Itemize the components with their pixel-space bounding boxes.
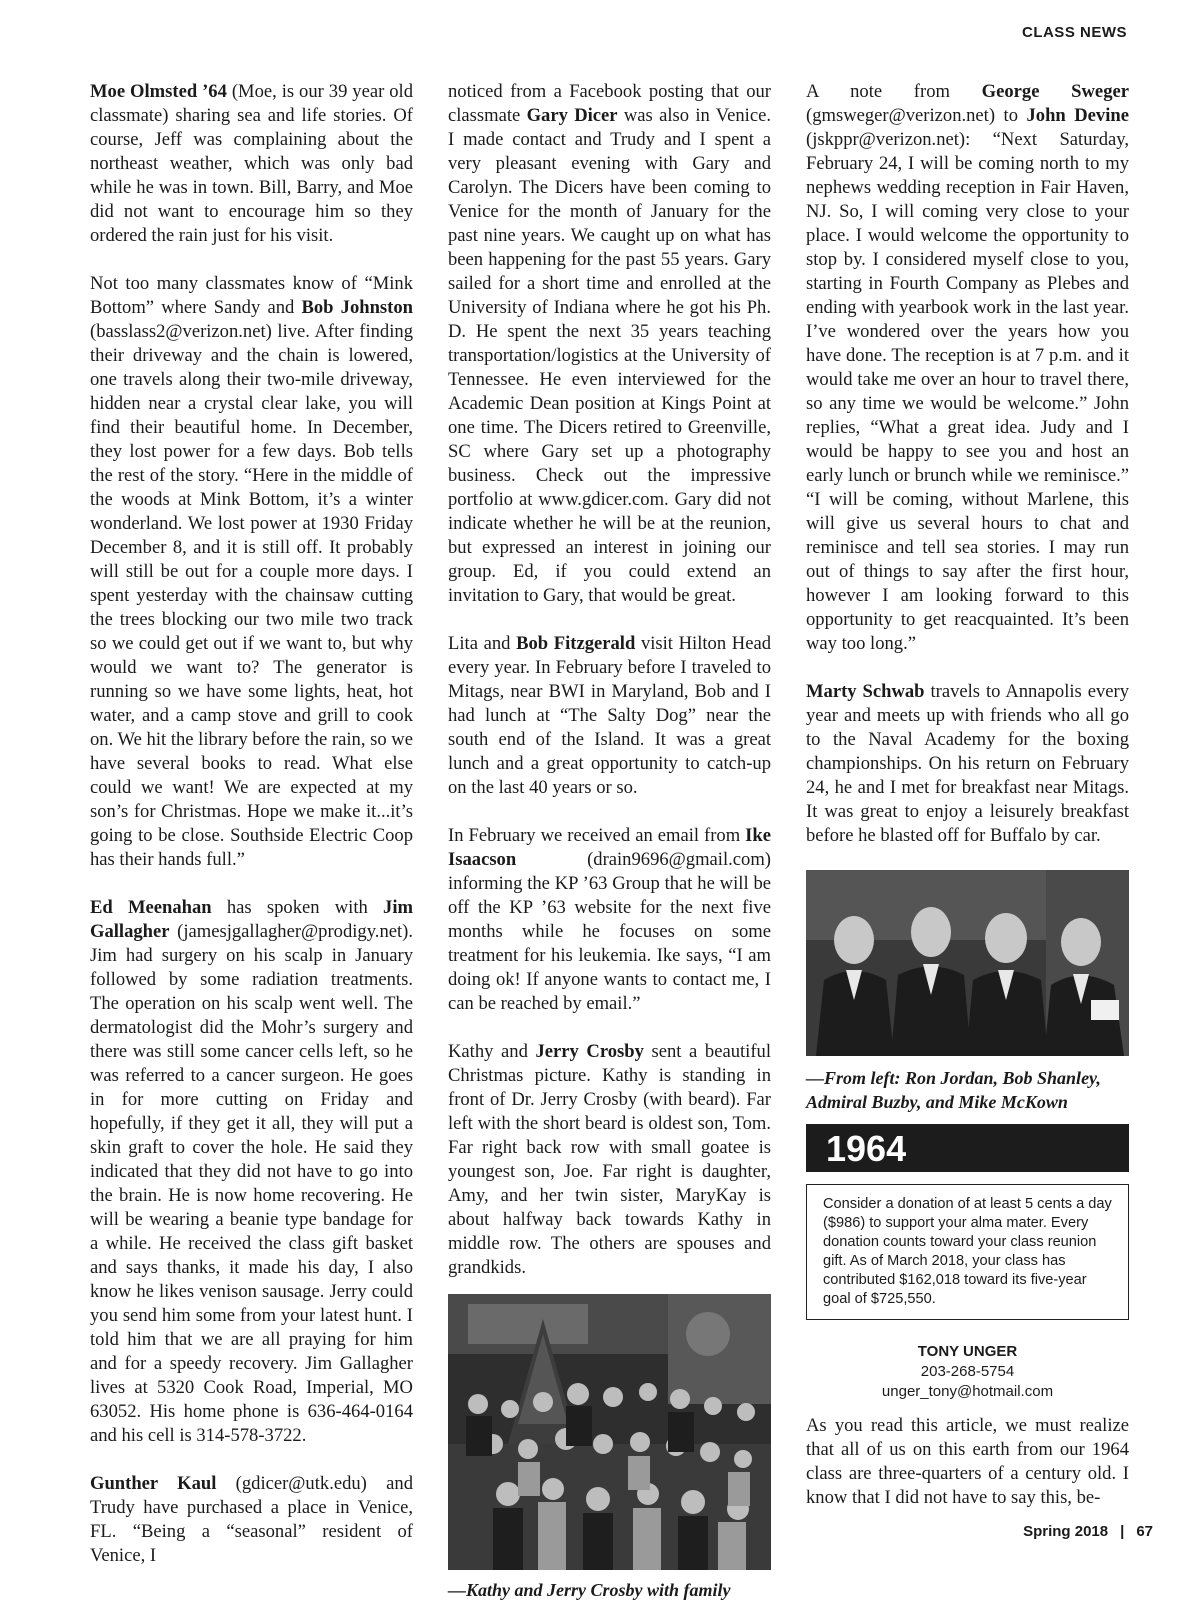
donation-text: Consider a donation of at least 5 cents a day ($986) to support your alma mater. Every donation counts toward your class reunion gift. As of March 2018, your class has contributed $162,018 toward its five-year goal of $725,550. <box>823 1196 1112 1307</box>
issue-label: Spring 2018 <box>1023 1523 1109 1540</box>
name-marty-schwab: Marty Schwab <box>806 681 925 702</box>
paragraph-marty-schwab: Marty Schwab travels to Annapolis every year and meets up with friends who all go to the Naval Academy for the boxing championships. On his return on February 24, he and I met for breakfast near Mitags. It was great to enjoy a leisurely breakfast before he blasted off for Buffalo by car. <box>806 681 1129 846</box>
name-bob-johnston: Bob Johnston <box>301 297 413 318</box>
class-year-heading: 1964 <box>806 1124 1129 1172</box>
paragraph-jerry-crosby: Kathy and Jerry Crosby sent a beautiful Christmas picture. Kathy is standing in front of Dr. Jerry Crosby (with beard). Far left with the short beard is oldest son, Tom. Far right back row with small goatee is youngest son, Joe. Far right is daughter, Amy, and her twin sister, MaryKay is about halfway back towards Kathy in middle row. The others are spouses and grandkids. <box>448 1041 771 1278</box>
four-men-photo-caption: —From left: Ron Jordan, Bob Shanley, Admiral Buzby, and Mike McKown <box>806 1068 1101 1112</box>
contact-phone: 203-268-5754 <box>920 1363 1015 1380</box>
column-2 <box>448 80 771 1602</box>
crosby-family-photo <box>448 1294 771 1570</box>
contact-name: TONY UNGER <box>917 1343 1018 1360</box>
name-gary-dicer: Gary Dicer <box>526 105 618 126</box>
page-number: 67 <box>1136 1523 1153 1540</box>
section-header: CLASS NEWS <box>1021 24 1127 41</box>
name-george-sweger: George Sweger <box>981 81 1129 102</box>
crosby-photo-caption: —Kathy and Jerry Crosby with family <box>448 1580 731 1600</box>
paragraph-ed-meenahan: Ed Meenahan has spoken with Jim Gallagher (jamesjgallagher@prodigy.net). Jim had surgery on his scalp in January followed by some radiation treatments. The operation on his scalp went well. The dermatologist did the Mohr’s surgery and there was still some cancer cells left, so he was referred to a cancer surgeon. He goes in for more cutting on Friday and hopefully, if they get it all, they will put a skin graft to cover the hole. He said they indicated that they did not have to go into the brain. He is now home recovering. He will be wearing a beanie type bandage for a while. He received the class gift basket and says thanks, it made his day, I also know he likes venison sausage. Jerry could you send him some from your latest hunt. I told him that we are all praying for him and for a speedy recovery. Jim Gallagher lives at 5320 Cook Road, Imperial, MO 63052. His home phone is 636-464-0164 and his cell is 314-578-3722. <box>90 897 413 1446</box>
four-men-photo <box>806 870 1129 1056</box>
column-1 <box>90 80 413 1592</box>
name-ed-meenahan: Ed Meenahan <box>90 897 212 918</box>
paragraph-bob-fitzgerald: Lita and Bob Fitzgerald visit Hilton Head every year. In February before I traveled to Mitags, near BWI in Maryland, Bob and I had lunch at “The Salty Dog” near the south end of the Island. It was a great lunch and a great opportunity to catch-up on the last 40 years or so. <box>448 633 771 798</box>
name-jerry-crosby: Jerry Crosby <box>535 1041 644 1062</box>
paragraph-gunther-kaul: Gunther Kaul (gdicer@utk.edu) and Trudy have purchased a place in Venice, FL. “Being a “seasonal” resident of Venice, I <box>90 1473 413 1566</box>
contact-email: unger_tony@hotmail.com <box>881 1383 1054 1400</box>
paragraph-ike-isaacson: In February we received an email from Ike Isaacson (drain9696@gmail.com) informing the KP ’63 Group that he will be off the KP ’63 website for the next five months while he focuses on some treatment for his leukemia. Ike says, “I am doing ok! If anyone wants to contact me, I can be reached by email.” <box>448 825 771 1014</box>
page-footer <box>1023 1523 1153 1540</box>
name-john-devine: John Devine <box>1026 105 1129 126</box>
name-gunther-kaul: Gunther Kaul <box>90 1473 217 1494</box>
donation-box <box>806 1184 1129 1320</box>
class-contact <box>806 1342 1129 1402</box>
family-photo-graphic <box>448 1294 771 1570</box>
four-men-photo-graphic <box>806 870 1129 1056</box>
name-jim-gallagher: Jim Gallagher <box>90 897 413 942</box>
name-ike-isaacson: Ike Isaacson <box>448 825 771 870</box>
paragraph-three-quarters-century: As you read this article, we must realize that all of us on this earth from our 1964 class are three-quarters of a century old. I know that I did not have to say this, be- <box>806 1415 1129 1508</box>
paragraph-moe-olmsted: Moe Olmsted ’64 (Moe, is our 39 year old classmate) sharing sea and life stories. Of course, Jeff was complaining about the northeast weather, which was only bad while he was in town. Bill, Barry, and Moe did not want to encourage him so they ordered the rain just for his visit. <box>90 81 413 246</box>
name-moe-olmsted: Moe Olmsted ’64 <box>90 81 227 102</box>
name-bob-fitzgerald: Bob Fitzgerald <box>516 633 636 654</box>
paragraph-gary-dicer: noticed from a Facebook posting that our classmate Gary Dicer was also in Venice. I made contact and Trudy and I spent a very pleasant evening with Gary and Carolyn. The Dicers have been coming to Venice for the month of January for the past nine years. We caught up on what has been happening for the past 55 years. Gary sailed for a short time and enrolled at the University of Indiana where he got his Ph. D. He spent the next 35 years teaching transportation/logistics at the University of Tennessee. He even interviewed for the Academic Dean position at Kings Point at one time. The Dicers retired to Greenville, SC where Gary set up a photography business. Check out the impressive portfolio at www.gdicer.com. Gary did not indicate whether he will be at the reunion, but expressed an interest in joining our group. Ed, if you could extend an invitation to Gary, that would be great. <box>448 81 772 606</box>
paragraph-mink-bottom: Not too many classmates know of “Mink Bottom” where Sandy and Bob Johnston (basslass2@verizon.net) live. After finding their driveway and the chain is lowered, one travels along their two-mile driveway, hidden near a crystal clear lake, you will find their beautiful home. In December, they lost power for a few days. Bob tells the rest of the story. “Here in the middle of the woods at Mink Bottom, it’s a winter wonderland. We lost power at 1930 Friday December 8, and it is still off. It probably will still be out for a couple more days. I spent yesterday with the chainsaw cutting the trees blocking our two mile two track so we could get out if we want to, but why would we want to? The generator is running so we have some lights, heat, hot water, and a camp stove and grill to cook on. We hit the library before the rain, so we have several books to read. What else could we want! We are expected at my son’s for Christmas. Hope we make it...it’s going to be close. Southside Electric Coop has their hands full.” <box>90 273 413 870</box>
footer-separator: | <box>1120 1523 1125 1540</box>
column-3 <box>806 80 1129 1534</box>
paragraph-george-sweger: A note from George Sweger (gmsweger@verizon.net) to John Devine (jskppr@verizon.net): “Next Saturday, February 24, I will be coming north to my nephews wedding reception in Fair Haven, NJ. So, I will coming very close to your place. I would welcome the opportunity to stop by. I considered myself close to you, starting in Fourth Company as Plebes and ending with yearbook work in the last year. I’ve wondered over the years how you have done. The reception is at 7 p.m. and it would take me over an hour to travel there, so any time we would be welcome.” John replies, “What a great idea. Judy and I would be happy to see you and host an early lunch or brunch while we reminisce.” “I will be coming, without Marlene, this will give us several hours to chat and reminisce and tell sea stories. I may run out of things to say after the first hour, however I am looking forward to this opportunity to get reacquainted. It’s been way too long.” <box>806 81 1129 654</box>
